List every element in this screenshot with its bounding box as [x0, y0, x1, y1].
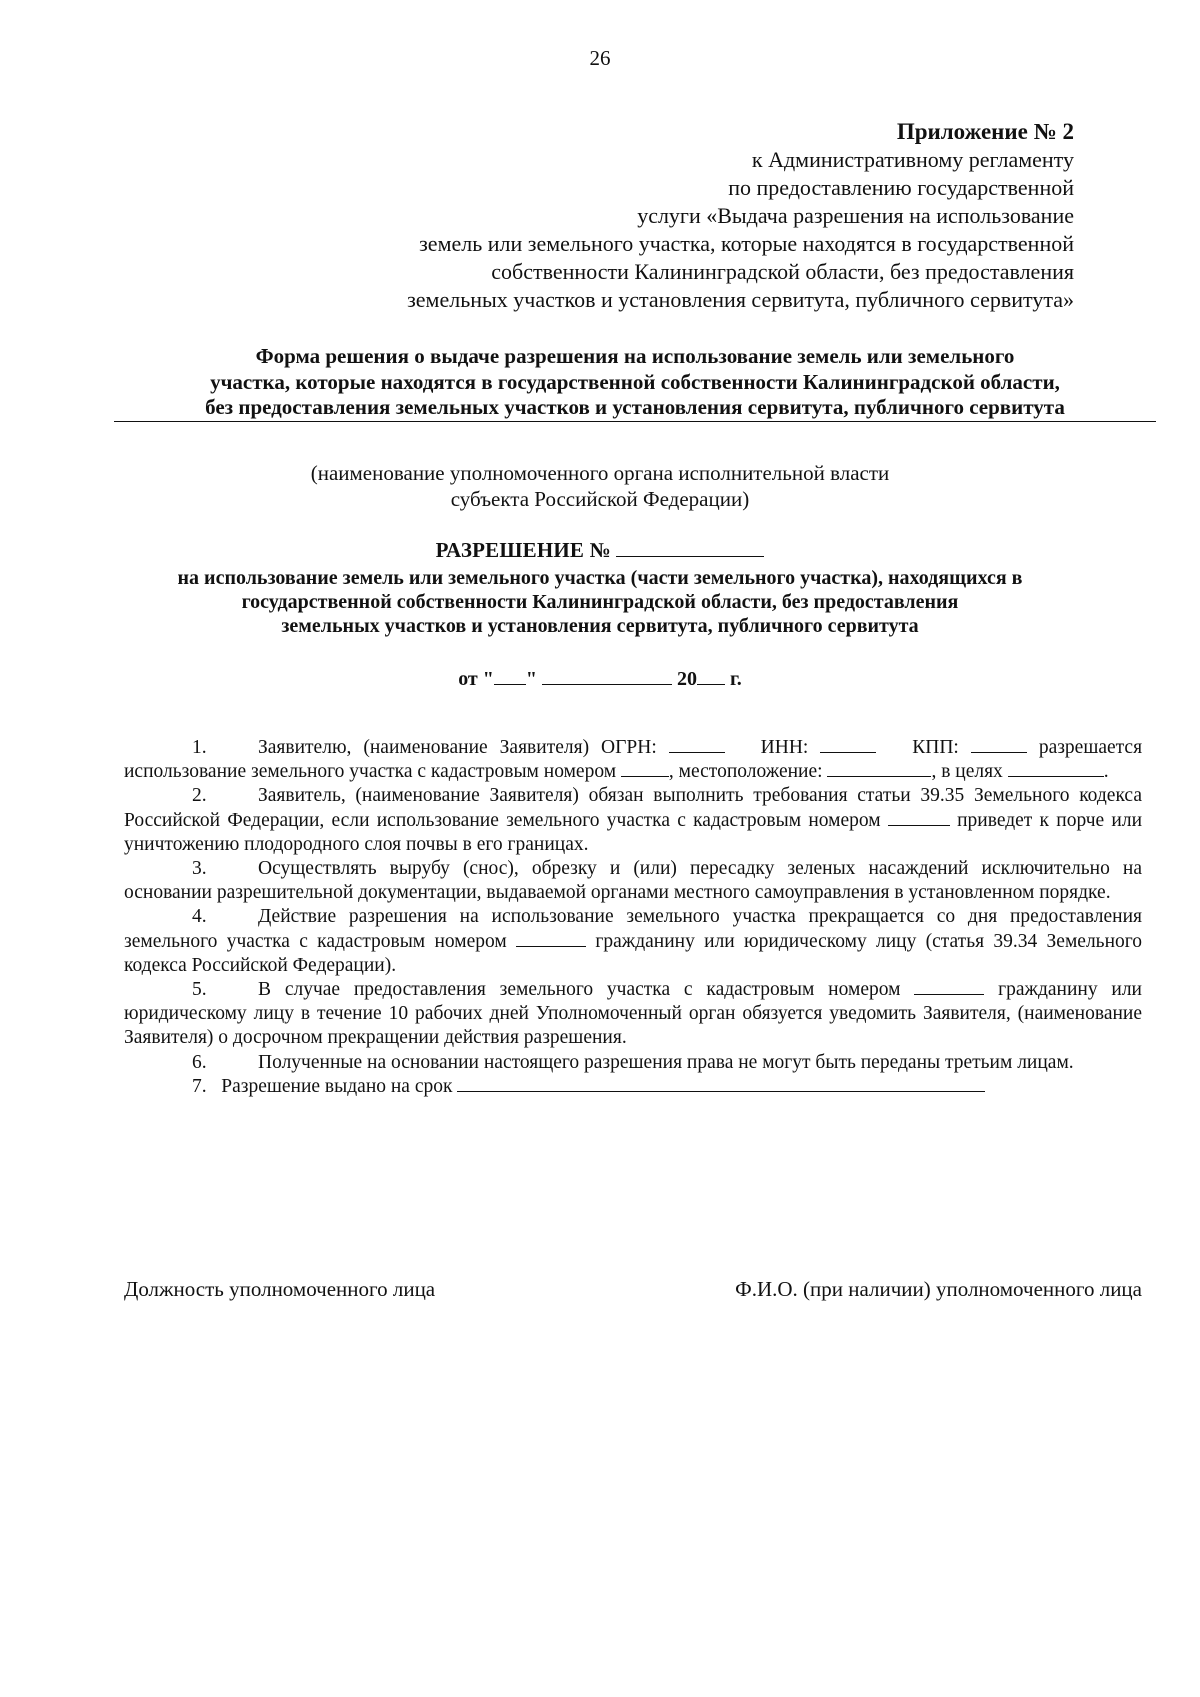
- paragraph-text: Разрешение выдано на срок: [221, 1075, 453, 1097]
- paragraph-text: приведет к порче или уничтожению плодородного слоя почвы в его границах.: [124, 809, 1143, 855]
- cadastral-number-blank: [516, 945, 586, 947]
- authority-caption: [0, 460, 1200, 512]
- permit-title: РАЗРЕШЕНИЕ №: [435, 538, 611, 562]
- permit-heading: [0, 538, 1200, 638]
- appendix-header: [314, 118, 1074, 314]
- term-blank: [457, 1090, 985, 1092]
- permit-subtitle-line: земельных участков и установления сервитута, публичного сервитута: [281, 615, 919, 637]
- paragraph-text: , в целях: [931, 761, 1003, 783]
- paragraph-number: 1.: [192, 737, 207, 758]
- paragraph-1: [124, 736, 1142, 784]
- paragraph-text: , местоположение:: [668, 761, 823, 783]
- location-blank: [827, 775, 931, 777]
- paragraph-2: [124, 784, 1142, 857]
- paragraph-text: Заявителю, (наименование Заявителя) ОГРН:: [258, 737, 657, 758]
- signatory-name: Ф.И.О. (при наличии) уполномоченного лица: [735, 1277, 1142, 1301]
- paragraph-text: ИНН:: [760, 737, 809, 758]
- paragraph-number: 6.: [192, 1051, 207, 1073]
- signatory-position: Должность уполномоченного лица: [124, 1277, 436, 1301]
- paragraph-number: 7.: [192, 1075, 207, 1097]
- form-title: [120, 344, 1150, 422]
- paragraph-number: 4.: [192, 906, 207, 928]
- paragraph-text: гражданину или юридическому лицу в течение 10 рабочих дней Уполномоченный орган обязуется уведомить Заявителя, (наименование Заявителя) о досрочном прекращении действия разрешения.: [124, 979, 1142, 1049]
- cadastral-number-blank: [621, 775, 669, 777]
- signature-row: [124, 1277, 1142, 1302]
- appendix-line: собственности Калининградской области, без предоставления: [491, 259, 1074, 284]
- paragraph-text: Полученные на основании настоящего разрешения права не могут быть переданы третьим лицам.: [258, 1051, 1074, 1073]
- paragraph-6: [124, 1051, 1142, 1075]
- paragraph-4: [124, 905, 1142, 978]
- permit-subtitle-line: на использование земель или земельного участка (части земельного участка), находящихся в: [177, 567, 1023, 589]
- paragraph-number: 3.: [192, 858, 207, 880]
- paragraph-text: КПП:: [912, 737, 959, 758]
- authority-line: субъекта Российской Федерации): [450, 487, 750, 511]
- form-title-line: Форма решения о выдаче разрешения на использование земель или земельного: [255, 344, 1015, 368]
- date-suffix: г.: [729, 668, 742, 690]
- paragraph-text: .: [1103, 761, 1109, 783]
- date-prefix: от ": [458, 668, 494, 690]
- permit-title-line: [0, 538, 1200, 562]
- appendix-title: Приложение № 2: [896, 119, 1074, 144]
- date-day-blank: [494, 683, 526, 685]
- date-year-blank: [697, 683, 725, 685]
- cadastral-number-blank: [914, 993, 984, 995]
- ogrn-blank: [669, 751, 725, 753]
- date-month-blank: [542, 683, 672, 685]
- paragraph-number: 5.: [192, 979, 207, 1001]
- permit-body: [124, 736, 1142, 1099]
- permit-date-line: [0, 668, 1200, 691]
- paragraph-text: Действие разрешения на использование земельного участка прекращается со дня предоставления земельного участка с кадастровым номером: [124, 906, 1142, 952]
- appendix-line: к Административному регламенту: [751, 147, 1074, 172]
- permit-number-blank: [616, 555, 764, 557]
- paragraph-text: В случае предоставления земельного участка с кадастровым номером: [258, 979, 901, 1001]
- paragraph-text: Заявитель, (наименование Заявителя) обязан выполнить требования статьи 39.35 Земельного кодекса Российской Федерации, если использование земельного участка с кадастровым номером: [124, 785, 1142, 831]
- appendix-line: земельных участков и установления сервитута, публичного сервитута»: [407, 287, 1074, 312]
- form-title-line: участка, которые находятся в государственной собственности Калининградской области,: [210, 369, 1060, 394]
- paragraph-text: разрешается использование земельного участка с кадастровым номером: [124, 737, 1143, 783]
- appendix-line: услуги «Выдача разрешения на использование: [637, 203, 1074, 228]
- purpose-blank: [1008, 775, 1104, 777]
- paragraph-text: гражданину или юридическому лицу (статья 39.34 Земельного кодекса Российской Федерации).: [124, 930, 1143, 976]
- appendix-line: по предоставлению государственной: [728, 175, 1074, 200]
- paragraph-5: [124, 978, 1142, 1051]
- paragraph-7: [124, 1075, 1142, 1099]
- date-year: 20: [676, 668, 697, 690]
- authority-line: (наименование уполномоченного органа исполнительной власти: [310, 461, 890, 485]
- page-number: 26: [589, 46, 611, 70]
- inn-blank: [820, 751, 876, 753]
- paragraph-text: Осуществлять вырубу (снос), обрезку и (или) пересадку зеленых насаждений исключительно на основании разрешительной документации, выдаваемой органами местного самоуправления в установленном порядке.: [124, 858, 1142, 904]
- cadastral-number-blank: [888, 824, 950, 826]
- form-title-line: без предоставления земельных участков и установления сервитута, публичного сервитута: [114, 395, 1156, 422]
- paragraph-number: 2.: [192, 785, 207, 807]
- appendix-line: земель или земельного участка, которые находятся в государственной: [419, 231, 1074, 256]
- date-quote: ": [525, 668, 537, 690]
- paragraph-3: [124, 857, 1142, 905]
- permit-subtitle-line: государственной собственности Калининградской области, без предоставления: [241, 591, 959, 613]
- kpp-blank: [971, 751, 1027, 753]
